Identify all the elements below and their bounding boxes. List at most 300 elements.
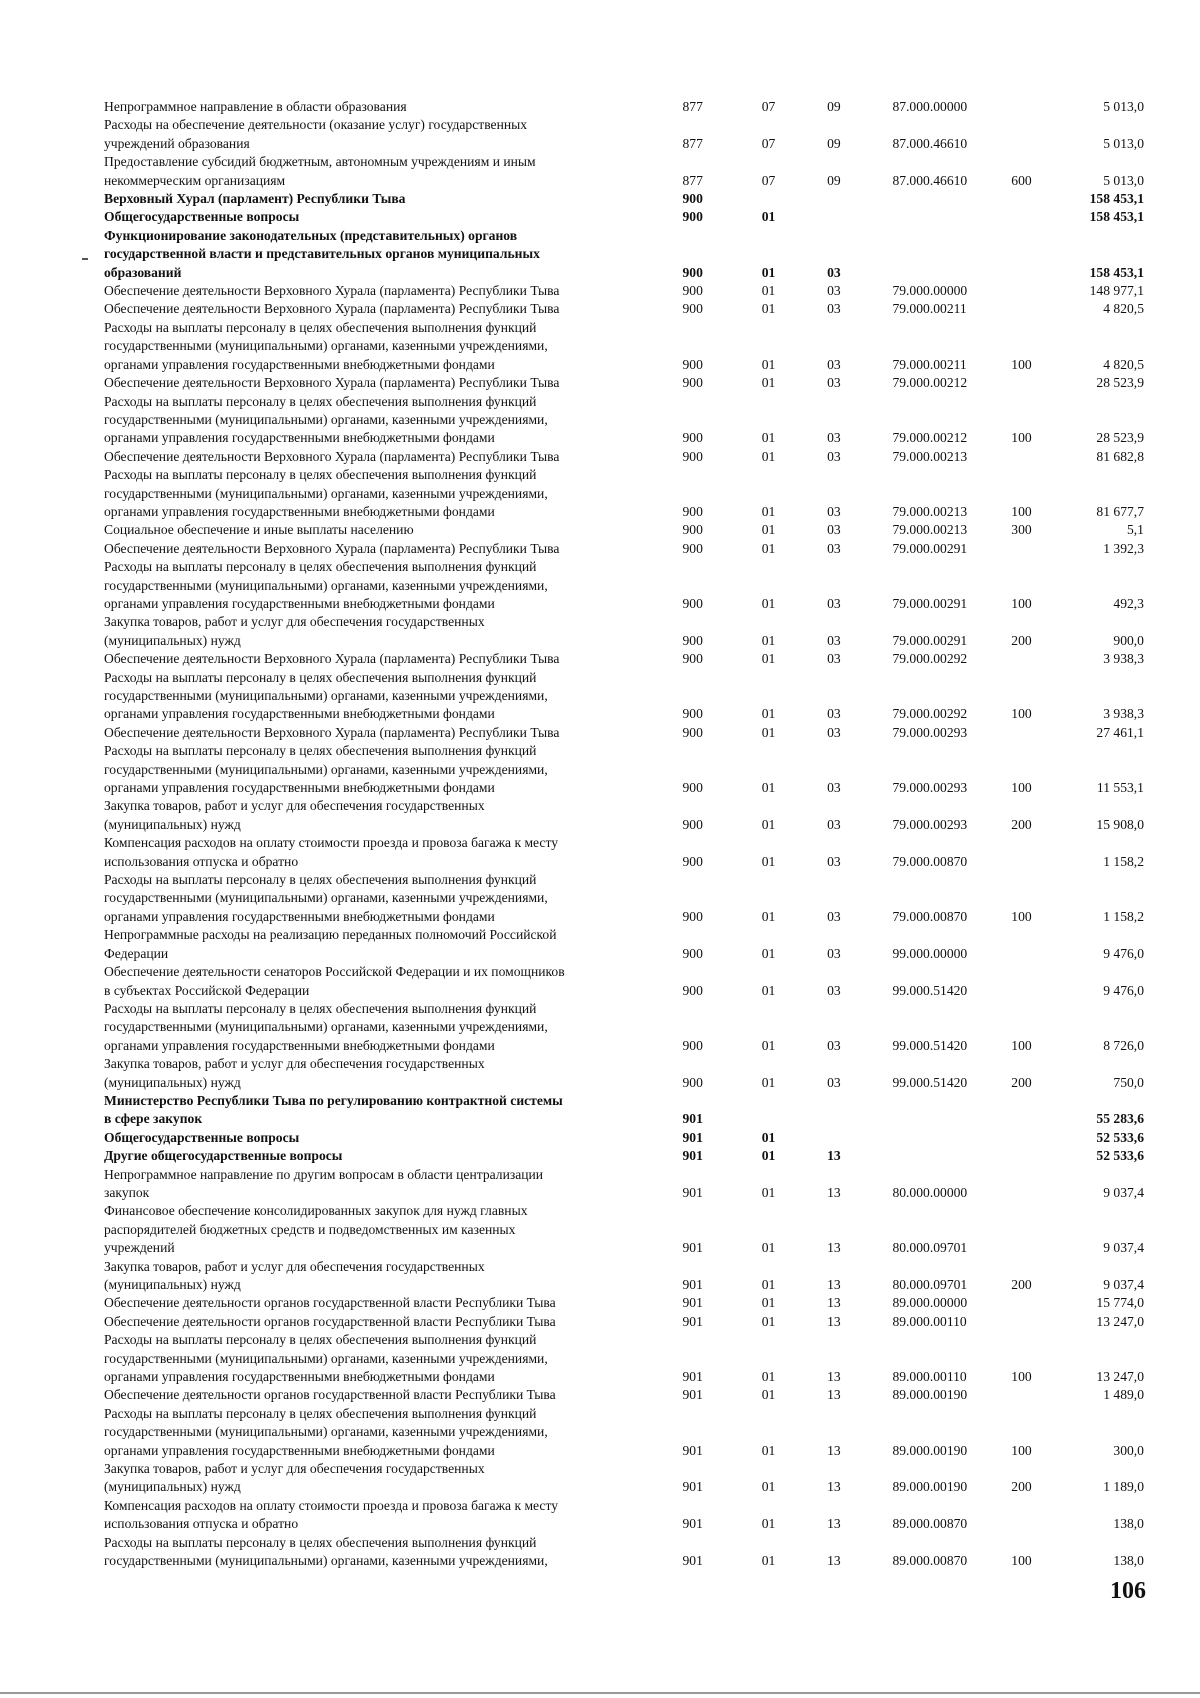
row-csr: 87.000.00000 xyxy=(892,99,968,114)
row-csr: 89.000.00870 xyxy=(892,1553,968,1569)
row-rz: 01 xyxy=(761,1295,776,1311)
row-sum: 158 453,1 xyxy=(1089,191,1144,207)
row-rz: 01 xyxy=(761,1240,776,1256)
row-rz: 01 xyxy=(761,1553,776,1569)
table-row xyxy=(104,1497,1144,1534)
row-name: Непрограммные расходы на реализацию переданных полномочий Российской Федерации xyxy=(104,927,557,961)
row-sum: 52 533,6 xyxy=(1096,1148,1144,1164)
row-csr: 79.000.00213 xyxy=(892,503,968,519)
table-row xyxy=(104,1129,1144,1147)
table-row xyxy=(104,834,1144,871)
row-gr: 900 xyxy=(682,1074,703,1090)
row-sum: 13 247,0 xyxy=(1096,1369,1144,1385)
row-csr: 79.000.00870 xyxy=(892,853,968,869)
row-csr: 99.000.51420 xyxy=(892,1074,968,1090)
row-rz: 01 xyxy=(761,1148,776,1164)
row-rz: 01 xyxy=(761,1129,776,1145)
row-csr: 80.000.09701 xyxy=(892,1277,968,1292)
row-vr: 100 xyxy=(1011,356,1032,372)
row-sum: 55 283,6 xyxy=(1096,1111,1144,1127)
row-gr: 900 xyxy=(682,503,703,519)
table-row xyxy=(104,1147,1144,1165)
row-gr: 901 xyxy=(682,1553,703,1569)
row-rz: 01 xyxy=(761,209,776,225)
row-name: Расходы на выплаты персоналу в целях обеспечения выполнения функций государственными (муниципальными) органами, казенными учреждениями, органами управления государственными внебюджетными фондами xyxy=(104,1332,548,1385)
row-name: Обеспечение деятельности органов государственной власти Республики Тыва xyxy=(104,1295,556,1311)
row-name: Расходы на выплаты персоналу в целях обеспечения выполнения функций государственными (муниципальными) органами, казенными учреждениями, органами управления государственными внебюджетными фондами xyxy=(104,872,548,924)
row-name: Компенсация расходов на оплату стоимости проезда и провоза багажа к месту использования отпуска и обратно xyxy=(104,1497,559,1532)
row-rz: 07 xyxy=(761,172,776,188)
row-csr: 99.000.00000 xyxy=(892,945,968,961)
row-sum: 81 677,7 xyxy=(1096,503,1144,519)
row-sum: 3 938,3 xyxy=(1103,651,1144,667)
row-csr: 80.000.00000 xyxy=(892,1184,968,1200)
row-csr: 79.000.00293 xyxy=(892,780,968,796)
row-pr: 03 xyxy=(827,651,841,667)
row-sum: 158 453,1 xyxy=(1089,209,1144,225)
row-pr: 13 xyxy=(827,1553,841,1569)
row-csr: 79.000.00291 xyxy=(892,632,968,648)
row-csr: 79.000.00870 xyxy=(892,908,968,924)
row-sum: 9 476,0 xyxy=(1103,982,1144,998)
row-sum: 11 553,1 xyxy=(1096,780,1144,796)
row-pr: 03 xyxy=(827,264,841,280)
row-rz: 01 xyxy=(761,724,776,740)
row-name: Расходы на выплаты персоналу в целях обеспечения выполнения функций государственными (муниципальными) органами, казенными учреждениями, органами управления государственными внебюджетными фондами xyxy=(104,559,548,611)
row-csr: 79.000.00212 xyxy=(892,430,968,446)
row-sum: 4 820,5 xyxy=(1103,301,1144,317)
table-row xyxy=(104,1294,1144,1312)
table-row xyxy=(104,521,1144,539)
row-csr: 89.000.00190 xyxy=(892,1442,968,1458)
row-sum: 1 489,0 xyxy=(1103,1387,1144,1403)
row-sum: 1 392,3 xyxy=(1103,540,1144,556)
row-pr: 03 xyxy=(827,982,841,998)
row-vr: 100 xyxy=(1011,1037,1032,1053)
row-gr: 900 xyxy=(682,816,703,832)
row-name: Функционирование законодательных (представительных) органов государственной власти и представительных органов муниципальных образований xyxy=(104,227,540,280)
row-csr: 79.000.00212 xyxy=(892,375,968,391)
row-sum: 28 523,9 xyxy=(1096,375,1144,391)
row-gr: 901 xyxy=(682,1111,703,1127)
row-name: Обеспечение деятельности органов государственной власти Республики Тыва xyxy=(104,1387,556,1403)
row-sum: 9 037,4 xyxy=(1103,1184,1144,1200)
row-gr: 900 xyxy=(682,283,703,299)
row-pr: 03 xyxy=(827,724,841,740)
row-csr: 79.000.00291 xyxy=(892,595,968,611)
table-row xyxy=(104,153,1144,190)
row-csr: 79.000.00292 xyxy=(892,651,968,667)
row-rz: 01 xyxy=(761,448,776,464)
row-sum: 28 523,9 xyxy=(1096,430,1144,446)
row-gr: 877 xyxy=(682,99,703,114)
row-name: Расходы на выплаты персоналу в целях обеспечения выполнения функций государственными (муниципальными) органами, казенными учреждениями, органами управления государственными внебюджетными фондами xyxy=(104,743,548,796)
row-sum: 27 461,1 xyxy=(1096,724,1144,740)
row-gr: 901 xyxy=(682,1184,703,1200)
row-gr: 901 xyxy=(682,1295,703,1311)
row-rz: 01 xyxy=(761,816,776,832)
row-name: Закупка товаров, работ и услуг для обеспечения государственных (муниципальных) нужд xyxy=(104,798,485,832)
row-gr: 900 xyxy=(682,448,703,464)
row-name: Обеспечение деятельности Верховного Хурала (парламента) Республики Тыва xyxy=(104,540,560,556)
row-pr: 03 xyxy=(827,503,841,519)
row-name: Непрограммное направление по другим вопросам в области централизации закупок xyxy=(104,1166,544,1200)
row-rz: 01 xyxy=(761,522,776,538)
row-vr: 100 xyxy=(1011,1369,1032,1385)
row-pr: 03 xyxy=(827,1037,841,1053)
row-sum: 5 013,0 xyxy=(1103,172,1144,188)
row-pr: 13 xyxy=(827,1240,841,1256)
row-rz: 01 xyxy=(761,430,776,446)
margin-mark xyxy=(82,258,88,260)
row-gr: 900 xyxy=(682,264,703,280)
row-gr: 900 xyxy=(682,356,703,372)
row-csr: 99.000.51420 xyxy=(892,982,968,998)
row-rz: 01 xyxy=(761,982,776,998)
table-row xyxy=(104,742,1144,797)
table-row xyxy=(104,466,1144,521)
table-row xyxy=(104,797,1144,834)
table-row xyxy=(104,871,1144,926)
row-name: Обеспечение деятельности Верховного Хурала (парламента) Республики Тыва xyxy=(104,301,560,317)
row-vr: 300 xyxy=(1011,522,1032,538)
row-gr: 900 xyxy=(682,651,703,667)
row-csr: 87.000.46610 xyxy=(892,172,968,188)
row-sum: 8 726,0 xyxy=(1103,1037,1144,1053)
row-vr: 200 xyxy=(1011,1074,1032,1090)
row-csr: 79.000.00213 xyxy=(892,448,968,464)
row-name: Непрограммное направление в области образования xyxy=(104,99,407,114)
scan-edge-line xyxy=(0,1692,1200,1694)
row-gr: 901 xyxy=(682,1148,703,1164)
row-rz: 01 xyxy=(761,301,776,317)
row-sum: 300,0 xyxy=(1113,1442,1144,1458)
row-sum: 5 013,0 xyxy=(1103,135,1144,151)
table-row xyxy=(104,1000,1144,1055)
table-row xyxy=(104,190,1144,208)
row-rz: 01 xyxy=(761,595,776,611)
row-name: Обеспечение деятельности Верховного Хурала (парламента) Республики Тыва xyxy=(104,651,560,667)
row-vr: 200 xyxy=(1011,1277,1032,1292)
row-rz: 01 xyxy=(761,1369,776,1385)
table-row xyxy=(104,1092,1144,1129)
budget-table xyxy=(104,98,1144,1571)
row-gr: 900 xyxy=(682,706,703,722)
row-sum: 9 476,0 xyxy=(1103,945,1144,961)
table-row xyxy=(104,926,1144,963)
row-pr: 03 xyxy=(827,430,841,446)
row-pr: 03 xyxy=(827,283,841,299)
row-csr: 79.000.00293 xyxy=(892,816,968,832)
row-rz: 01 xyxy=(761,632,776,648)
table-row xyxy=(104,724,1144,742)
row-vr: 100 xyxy=(1011,908,1032,924)
row-rz: 01 xyxy=(761,1313,776,1329)
table-row xyxy=(104,963,1144,1000)
row-pr: 13 xyxy=(827,1277,841,1292)
row-pr: 13 xyxy=(827,1295,841,1311)
row-gr: 900 xyxy=(682,632,703,648)
row-rz: 01 xyxy=(761,908,776,924)
table-row xyxy=(104,1202,1144,1257)
row-sum: 9 037,4 xyxy=(1103,1277,1144,1292)
row-name: Расходы на обеспечение деятельности (оказание услуг) государственных учреждений образования xyxy=(104,117,528,151)
row-name: Финансовое обеспечение консолидированных закупок для нужд главных распорядителей бюджетных средств и подведомственных им казенных учреждений xyxy=(104,1203,528,1256)
table-row xyxy=(104,208,1144,226)
row-pr: 09 xyxy=(827,99,841,114)
row-sum: 9 037,4 xyxy=(1103,1240,1144,1256)
row-sum: 148 977,1 xyxy=(1089,283,1144,299)
row-pr: 03 xyxy=(827,301,841,317)
row-rz: 01 xyxy=(761,503,776,519)
table-row xyxy=(104,1331,1144,1386)
row-gr: 900 xyxy=(682,908,703,924)
row-name: Общегосударственные вопросы xyxy=(104,209,300,225)
row-csr: 79.000.00293 xyxy=(892,724,968,740)
row-pr: 03 xyxy=(827,945,841,961)
row-rz: 01 xyxy=(761,1074,776,1090)
row-gr: 900 xyxy=(682,853,703,869)
table-row xyxy=(104,448,1144,466)
table-row xyxy=(104,319,1144,374)
row-rz: 07 xyxy=(761,99,776,114)
row-vr: 200 xyxy=(1011,1479,1032,1495)
row-name: Закупка товаров, работ и услуг для обеспечения государственных (муниципальных) нужд xyxy=(104,1258,485,1292)
row-gr: 901 xyxy=(682,1313,703,1329)
row-pr: 13 xyxy=(827,1148,841,1164)
row-pr: 03 xyxy=(827,780,841,796)
row-pr: 03 xyxy=(827,853,841,869)
row-vr: 100 xyxy=(1011,706,1032,722)
row-rz: 07 xyxy=(761,135,776,151)
row-sum: 1 158,2 xyxy=(1103,853,1144,869)
row-sum: 492,3 xyxy=(1113,595,1144,611)
row-gr: 900 xyxy=(682,724,703,740)
row-name: Расходы на выплаты персоналу в целях обеспечения выполнения функций государственными (муниципальными) органами, казенными учреждениями, органами управления государственными внебюджетными фондами xyxy=(104,319,548,372)
row-vr: 100 xyxy=(1011,1553,1032,1569)
row-name: Расходы на выплаты персоналу в целях обеспечения выполнения функций государственными (муниципальными) органами, казенными учреждениями, органами управления государственными внебюджетными фондами xyxy=(104,393,548,446)
row-rz: 01 xyxy=(761,356,776,372)
row-name: Министерство Республики Тыва по регулированию контрактной системы в сфере закупок xyxy=(104,1092,563,1127)
row-vr: 100 xyxy=(1011,1442,1032,1458)
row-pr: 13 xyxy=(827,1387,841,1403)
row-csr: 79.000.00291 xyxy=(892,540,968,556)
row-name: Обеспечение деятельности Верховного Хурала (парламента) Республики Тыва xyxy=(104,375,560,391)
row-csr: 80.000.09701 xyxy=(892,1240,968,1256)
row-csr: 89.000.00110 xyxy=(892,1369,967,1385)
row-gr: 900 xyxy=(682,982,703,998)
row-gr: 901 xyxy=(682,1387,703,1403)
row-rz: 01 xyxy=(761,706,776,722)
row-pr: 09 xyxy=(827,135,841,151)
row-vr: 100 xyxy=(1011,595,1032,611)
row-sum: 1 158,2 xyxy=(1103,908,1144,924)
row-rz: 01 xyxy=(761,780,776,796)
row-name: Другие общегосударственные вопросы xyxy=(104,1148,343,1164)
row-vr: 200 xyxy=(1011,632,1032,648)
row-pr: 13 xyxy=(827,1369,841,1385)
row-pr: 03 xyxy=(827,1074,841,1090)
row-pr: 13 xyxy=(827,1479,841,1495)
row-pr: 13 xyxy=(827,1313,841,1329)
row-name: Общегосударственные вопросы xyxy=(104,1129,300,1145)
row-name: Обеспечение деятельности органов государственной власти Республики Тыва xyxy=(104,1313,556,1329)
row-sum: 1 189,0 xyxy=(1103,1479,1144,1495)
table-row xyxy=(104,1460,1144,1497)
row-pr: 03 xyxy=(827,632,841,648)
row-rz: 01 xyxy=(761,1277,776,1292)
row-name: Компенсация расходов на оплату стоимости проезда и провоза багажа к месту использования отпуска и обратно xyxy=(104,835,559,869)
row-csr: 79.000.00211 xyxy=(892,301,967,317)
table-row xyxy=(104,98,1144,116)
row-gr: 900 xyxy=(682,522,703,538)
row-csr: 89.000.00190 xyxy=(892,1479,968,1495)
table-row xyxy=(104,1534,1144,1571)
row-sum: 13 247,0 xyxy=(1096,1313,1144,1329)
row-sum: 138,0 xyxy=(1113,1516,1144,1532)
row-pr: 03 xyxy=(827,816,841,832)
row-name: Обеспечение деятельности Верховного Хурала (парламента) Республики Тыва xyxy=(104,724,560,740)
row-rz: 01 xyxy=(761,853,776,869)
row-gr: 900 xyxy=(682,209,703,225)
table-row xyxy=(104,1258,1144,1295)
row-sum: 52 533,6 xyxy=(1096,1129,1144,1145)
row-name: Обеспечение деятельности Верховного Хурала (парламента) Республики Тыва xyxy=(104,448,560,464)
row-gr: 900 xyxy=(682,191,703,207)
row-vr: 200 xyxy=(1011,816,1032,832)
row-rz: 01 xyxy=(761,264,776,280)
row-gr: 901 xyxy=(682,1442,703,1458)
row-sum: 15 774,0 xyxy=(1096,1295,1144,1311)
row-rz: 01 xyxy=(761,1516,776,1532)
row-sum: 900,0 xyxy=(1113,632,1144,648)
row-csr: 79.000.00000 xyxy=(892,283,968,299)
row-rz: 01 xyxy=(761,1184,776,1200)
row-pr: 09 xyxy=(827,172,841,188)
row-csr: 89.000.00000 xyxy=(892,1295,968,1311)
row-gr: 901 xyxy=(682,1129,703,1145)
row-csr: 89.000.00870 xyxy=(892,1516,968,1532)
table-row xyxy=(104,1405,1144,1460)
row-gr: 901 xyxy=(682,1240,703,1256)
row-rz: 01 xyxy=(761,540,776,556)
row-rz: 01 xyxy=(761,1387,776,1403)
row-csr: 87.000.46610 xyxy=(892,135,968,151)
row-gr: 900 xyxy=(682,1037,703,1053)
table-row xyxy=(104,669,1144,724)
row-pr: 03 xyxy=(827,540,841,556)
row-name: Социальное обеспечение и иные выплаты населению xyxy=(104,522,414,538)
row-rz: 01 xyxy=(761,651,776,667)
table-row xyxy=(104,1166,1144,1203)
row-sum: 5,1 xyxy=(1126,522,1144,538)
row-gr: 900 xyxy=(682,430,703,446)
row-sum: 4 820,5 xyxy=(1103,356,1144,372)
row-csr: 79.000.00213 xyxy=(892,522,968,538)
table-row xyxy=(104,558,1144,613)
row-gr: 901 xyxy=(682,1369,703,1385)
row-name: Расходы на выплаты персоналу в целях обеспечения выполнения функций государственными (муниципальными) органами, казенными учреждениями, органами управления государственными внебюджетными фондами xyxy=(104,669,548,722)
table-row xyxy=(104,300,1144,318)
row-name: Расходы на выплаты персоналу в целях обеспечения выполнения функций государственными (муниципальными) органами, казенными учреждениями, органами управления государственными внебюджетными фондами xyxy=(104,467,548,519)
row-gr: 900 xyxy=(682,301,703,317)
row-sum: 158 453,1 xyxy=(1089,264,1144,280)
row-pr: 03 xyxy=(827,356,841,372)
row-gr: 900 xyxy=(682,540,703,556)
row-pr: 03 xyxy=(827,448,841,464)
row-rz: 01 xyxy=(761,1037,776,1053)
row-sum: 15 908,0 xyxy=(1096,816,1144,832)
row-gr: 900 xyxy=(682,945,703,961)
table-row xyxy=(104,116,1144,153)
row-pr: 03 xyxy=(827,522,841,538)
row-name: Расходы на выплаты персоналу в целях обеспечения выполнения функций государственными (муниципальными) органами, казенными учреждениями, xyxy=(104,1534,548,1569)
row-rz: 01 xyxy=(761,945,776,961)
row-gr: 900 xyxy=(682,375,703,391)
row-pr: 03 xyxy=(827,706,841,722)
row-pr: 13 xyxy=(827,1184,841,1200)
row-gr: 877 xyxy=(682,172,703,188)
row-vr: 100 xyxy=(1011,503,1032,519)
row-sum: 138,0 xyxy=(1113,1553,1144,1569)
table-row xyxy=(104,540,1144,558)
row-name: Закупка товаров, работ и услуг для обеспечения государственных (муниципальных) нужд xyxy=(104,1056,485,1090)
row-sum: 5 013,0 xyxy=(1103,99,1144,114)
row-name: Обеспечение деятельности сенаторов Российской Федерации и их помощников в субъектах Российской Федерации xyxy=(104,964,565,998)
row-name: Расходы на выплаты персоналу в целях обеспечения выполнения функций государственными (муниципальными) органами, казенными учреждениями, органами управления государственными внебюджетными фондами xyxy=(104,1405,548,1458)
row-gr: 901 xyxy=(682,1277,703,1292)
row-gr: 900 xyxy=(682,595,703,611)
row-pr: 13 xyxy=(827,1516,841,1532)
table-row xyxy=(104,282,1144,300)
row-name: Обеспечение деятельности Верховного Хурала (парламента) Республики Тыва xyxy=(104,283,560,299)
table-row xyxy=(104,227,1144,282)
row-vr: 600 xyxy=(1011,172,1032,188)
row-csr: 79.000.00292 xyxy=(892,706,968,722)
table-row xyxy=(104,650,1144,668)
table-row xyxy=(104,1313,1144,1331)
row-pr: 13 xyxy=(827,1442,841,1458)
table-row xyxy=(104,1055,1144,1092)
row-rz: 01 xyxy=(761,283,776,299)
row-vr: 100 xyxy=(1011,780,1032,796)
row-sum: 3 938,3 xyxy=(1103,706,1144,722)
row-name: Закупка товаров, работ и услуг для обеспечения государственных (муниципальных) нужд xyxy=(104,614,485,648)
row-pr: 03 xyxy=(827,375,841,391)
table-row xyxy=(104,613,1144,650)
row-gr: 877 xyxy=(682,135,703,151)
row-name: Закупка товаров, работ и услуг для обеспечения государственных (муниципальных) нужд xyxy=(104,1461,485,1495)
row-csr: 79.000.00211 xyxy=(892,356,967,372)
row-name: Верховный Хурал (парламент) Республики Тыва xyxy=(104,191,406,207)
row-vr: 100 xyxy=(1011,430,1032,446)
table-row xyxy=(104,1386,1144,1404)
table-row xyxy=(104,393,1144,448)
row-gr: 900 xyxy=(682,780,703,796)
row-gr: 901 xyxy=(682,1479,703,1495)
row-rz: 01 xyxy=(761,375,776,391)
row-csr: 89.000.00110 xyxy=(892,1313,967,1329)
row-pr: 03 xyxy=(827,595,841,611)
row-gr: 901 xyxy=(682,1516,703,1532)
row-pr: 03 xyxy=(827,908,841,924)
row-rz: 01 xyxy=(761,1442,776,1458)
row-name: Расходы на выплаты персоналу в целях обеспечения выполнения функций государственными (муниципальными) органами, казенными учреждениями, органами управления государственными внебюджетными фондами xyxy=(104,1000,548,1053)
page-number: 106 xyxy=(1110,1578,1146,1604)
row-sum: 750,0 xyxy=(1113,1074,1144,1090)
row-name: Предоставление субсидий бюджетным, автономным учреждениям и иным некоммерческим организациям xyxy=(104,154,536,188)
row-csr: 99.000.51420 xyxy=(892,1037,968,1053)
